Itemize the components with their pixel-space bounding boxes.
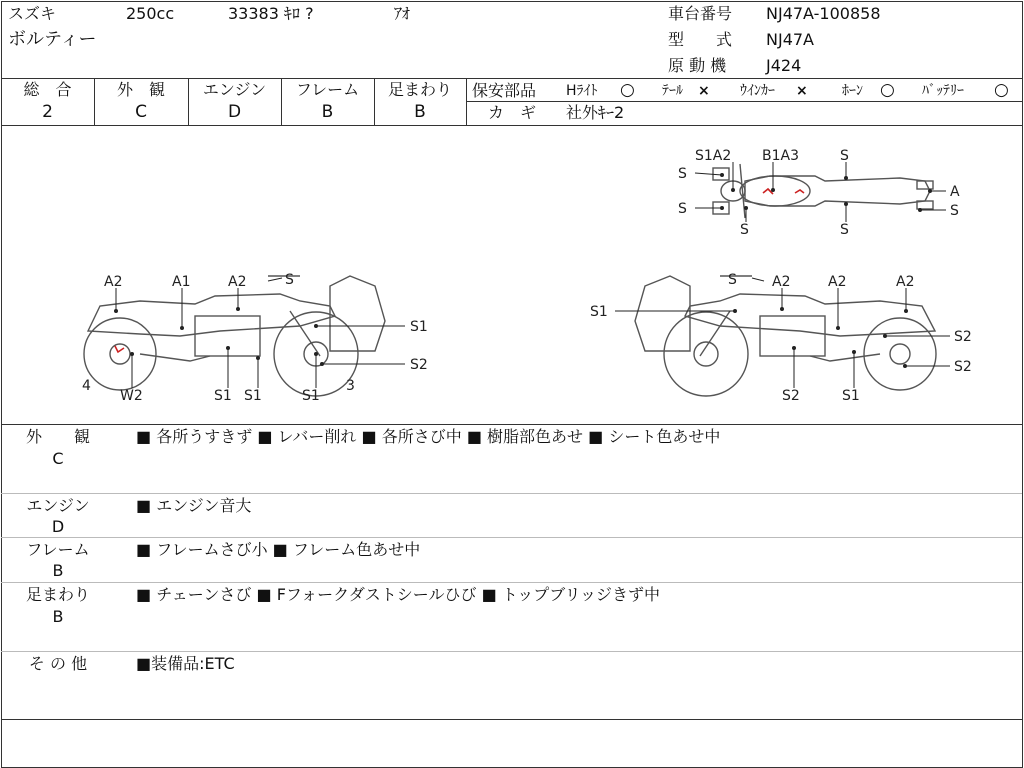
remarks-rule-2: [1, 537, 1022, 538]
label-top-s-left-lower: S: [678, 201, 687, 217]
chassis-label: 車台番号: [668, 4, 733, 23]
label-left-s1-engine: S1: [214, 388, 232, 404]
safety-mid-rule: [466, 101, 1022, 102]
label-left-a2-rear: A2: [104, 274, 123, 290]
bullet-icon: ■: [272, 540, 293, 559]
grade-label-frame: フレーム: [295, 80, 360, 99]
chassis-value: NJ47A-100858: [766, 4, 881, 23]
label-right-s2-wheel: S2: [954, 359, 972, 375]
grade-value-engine: D: [227, 102, 242, 122]
safety-mark-battery: ○: [994, 80, 1009, 100]
grade-sep-5: [466, 78, 467, 125]
grade-label-suspension: 足まわり: [387, 80, 452, 99]
label-left-4: 4: [82, 378, 91, 394]
safety-mark-horn: ○: [880, 80, 895, 100]
remark-item: 各所さび中: [381, 427, 462, 446]
bullet-icon: ■: [136, 496, 157, 515]
model-name: ボルティー: [8, 29, 97, 50]
bullet-icon: ■: [481, 585, 502, 604]
grade-value-exterior: C: [135, 102, 147, 122]
displacement: 250cc: [126, 4, 175, 23]
engine-value: J424: [766, 56, 802, 75]
grade-label-exterior: 外 観: [116, 80, 165, 99]
bullet-icon: ■: [588, 427, 609, 446]
label-right-s2-engine: S2: [782, 388, 800, 404]
label-left-s1-fork: S1: [410, 319, 428, 335]
type-value: NJ47A: [766, 30, 814, 49]
label-top-s-right-lower: S: [950, 203, 959, 219]
grade-value-frame: B: [321, 102, 334, 122]
key-label: カ ギ: [488, 103, 537, 122]
safety-mark-turn-signal: ×: [796, 83, 808, 99]
safety-item-taillight: ﾃｰﾙ: [662, 83, 683, 99]
remarks-rule-3: [1, 582, 1022, 583]
label-top-s-seat: S: [840, 148, 849, 164]
bullet-icon: ■: [136, 540, 157, 559]
motorcycle-left-view: [82, 272, 428, 404]
remark-grade: D: [51, 517, 65, 536]
bullet-icon: ■: [361, 427, 382, 446]
remark-item: チェーンさび: [156, 585, 252, 604]
safety-mark-taillight: ×: [698, 83, 710, 99]
make: スズキ: [8, 4, 57, 23]
remark-item: Fフォークダストシールひび: [276, 585, 477, 604]
safety-item-headlight: Hﾗｲﾄ: [566, 83, 598, 99]
label-top-a-tail: A: [950, 184, 960, 200]
remark-grade: B: [52, 607, 64, 626]
remark-category: 外 観: [25, 427, 90, 446]
remark-category: 足まわり: [25, 585, 90, 604]
remark-item: エンジン音大: [156, 496, 252, 515]
label-right-s-lever: S: [728, 272, 737, 288]
label-left-a2-tank: A2: [228, 274, 247, 290]
grade-label-engine: エンジン: [202, 80, 267, 99]
remarks-rule-4: [1, 651, 1022, 652]
remark-item: レバー削れ: [277, 427, 357, 446]
bullet-icon: ■: [466, 427, 488, 446]
bullet-icon: ■: [136, 427, 157, 446]
safety-mark-headlight: ○: [620, 80, 635, 100]
label-left-s-lever: S: [285, 272, 294, 288]
label-left-a1: A1: [172, 274, 191, 290]
bullet-icon: ■: [256, 585, 277, 604]
label-top-s-left-upper: S: [678, 166, 687, 182]
remark-category: エンジン: [26, 496, 90, 515]
remark-item: 各所うすきず: [156, 427, 253, 446]
mileage: 33383 ｷﾛ ?: [228, 4, 314, 23]
engine-label: 原 動 機: [668, 56, 727, 75]
bullet-icon: ■: [136, 654, 152, 673]
safety-item-turn-signal: ｳｲﾝｶｰ: [740, 83, 775, 99]
safety-label: 保安部品: [472, 81, 537, 100]
label-right-a2-tank: A2: [772, 274, 791, 290]
body-color: ｱｵ: [394, 4, 411, 23]
label-left-s2-wheel: S2: [410, 357, 428, 373]
grade-label-overall: 総 合: [23, 80, 72, 99]
remarks-top-rule: [1, 424, 1022, 425]
motorcycle-right-view: [590, 272, 972, 404]
motorcycle-top-view: [0, 126, 960, 238]
remark-category: そ の 他: [28, 654, 88, 673]
safety-item-battery: ﾊﾞｯﾃﾘｰ: [922, 83, 964, 99]
key-value: 社外ｷｰ2: [566, 103, 625, 122]
label-right-s1-fork: S1: [590, 304, 608, 320]
remark-category: フレーム: [26, 540, 90, 559]
remark-item: 樹脂部色あせ: [487, 427, 584, 446]
label-top-s-rear-peg: S: [840, 222, 849, 238]
label-top-s-front-peg: S: [740, 222, 749, 238]
remark-grade: C: [52, 449, 64, 468]
bullet-icon: ■: [257, 427, 278, 446]
type-label: 型 式: [668, 30, 733, 49]
remark-grade: B: [52, 561, 64, 580]
grade-value-suspension: B: [414, 102, 426, 122]
label-left-s1-front: S1: [302, 388, 320, 404]
label-right-a2-side: A2: [828, 274, 847, 290]
bullet-icon: ■: [136, 585, 157, 604]
remarks-rule-1: [1, 493, 1022, 494]
label-right-s1-exhaust: S1: [842, 388, 860, 404]
grade-top-rule: [1, 78, 1022, 79]
label-right-a2-rear: A2: [896, 274, 915, 290]
remarks-bottom-rule: [1, 719, 1022, 720]
remark-item: トップブリッジきず中: [501, 585, 661, 604]
remark-item: フレーム色あせ中: [292, 540, 421, 559]
label-left-s1-exhaust: S1: [244, 388, 262, 404]
grade-value-overall: 2: [42, 102, 53, 122]
remark-item: 装備品:ETC: [151, 654, 235, 673]
safety-item-horn: ﾎｰﾝ: [842, 83, 863, 99]
remark-item: フレームさび小: [156, 540, 268, 559]
label-left-w2: W2: [120, 388, 143, 404]
label-top-s1a2: S1A2: [695, 148, 732, 164]
label-top-b1a3: B1A3: [762, 148, 799, 164]
label-right-s2-shock: S2: [954, 329, 972, 345]
damage-diagram: [0, 126, 1024, 424]
remark-item: シート色あせ中: [608, 427, 721, 446]
label-left-3: 3: [346, 378, 355, 394]
